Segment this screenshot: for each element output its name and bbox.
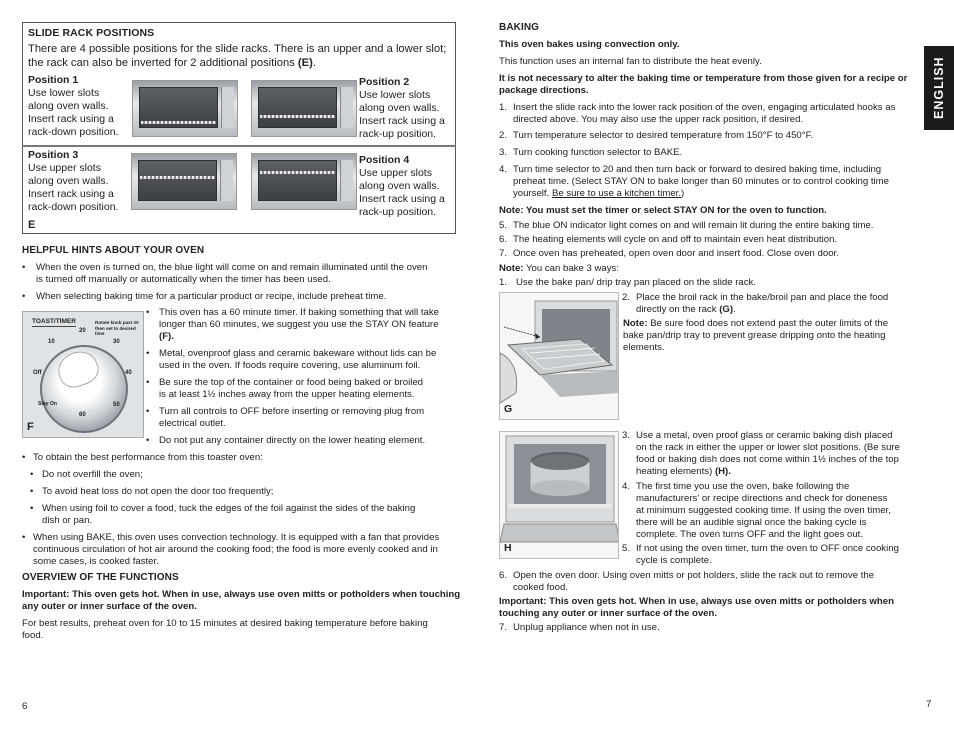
dial-mark-40: 40 — [125, 370, 132, 376]
hint-side-3: • Be sure the top of the container or food being baked or broiled is at least 1½ inches away from the upper heating elements. — [146, 377, 424, 400]
baking-step-4b: 4. The first time you use the oven, bake following the manufacturers' or recipe directions and check for doneness at minimum suggested cooking time. If using the oven timer, there will be an audible signal once the baking cycle is complete. The oven turns OFF and the light goes out. — [622, 481, 891, 540]
hint-side-1: • This oven has a 60 minute timer. If baking something that will take longer than 60 minutes, we suggest you use the STAY ON feature (F). — [146, 307, 439, 342]
dial-mark-60: 60 — [79, 412, 86, 418]
baking-convection: This oven bakes using convection only. — [499, 39, 680, 50]
figure-g-photo — [499, 292, 619, 420]
slide-rack-intro: There are 4 possible positions for the slide racks. There is an upper and a lower slot; the rack can also be inverted for 2 additional positions (E). — [28, 43, 447, 69]
baking-way-1: 1. Use the bake pan/ drip tray pan placed on the slide rack. — [499, 277, 756, 288]
dial-mark-30: 30 — [113, 339, 120, 345]
overview-preheat: For best results, preheat oven for 10 to 15 minutes at desired baking temperature before baking food. — [22, 618, 428, 641]
baking-step-7b: 7. Unplug appliance when not in use. — [499, 622, 660, 633]
baking-step-4: 4. Turn time selector to 20 and then turn back or forward to desired baking time, including preheat time. (Select STAY ON to bake longer than 60 minutes or to control cooking time yourself. Be sure to use a kitchen timer.) — [499, 164, 889, 199]
baking-way-2-note: Note: Be sure food does not extend past the outer limits of the bake pan/drip tray to prevent grease dripping onto the heating elements. — [623, 318, 889, 353]
dial-mark-20: 20 — [79, 328, 86, 334]
figure-f-label: F — [27, 421, 34, 433]
baking-important: Important: This oven gets hot. When in use, always use oven mitts or potholders when touching any outer or inner surface of the oven. — [499, 596, 894, 619]
hints-heading: HELPFUL HINTS ABOUT YOUR OVEN — [22, 245, 205, 256]
baking-step-6b: 6. Open the oven door. Using oven mitts or pot holders, slide the rack out to remove the cooked food. — [499, 570, 875, 593]
baking-fan: This function uses an internal fan to distribute the heat evenly. — [499, 56, 762, 67]
hint-bullet-3: • To obtain the best performance from this toaster oven: — [22, 452, 263, 463]
hint-side-5: • Do not put any container directly on the lower heating element. — [146, 435, 426, 446]
rack-box-divider — [22, 145, 456, 147]
figure-e-label: E — [28, 219, 36, 231]
hint-bullet-4: • When using BAKE, this oven uses convection technology. It is equipped with a fan that provides continuous circulation of hot air around the cooking food; the food is more evenly cooked and in some cases, is cooked faster. — [22, 532, 440, 567]
baking-step-3: 3. Turn cooking function selector to BAKE. — [499, 147, 683, 158]
position-1-text: Position 1 Use lower slots along oven walls. Insert rack using a rack-down position. — [28, 74, 119, 138]
baking-not-necessary: It is not necessary to alter the baking time or temperature from those given for a recipe or package directions. — [499, 73, 908, 96]
overview-heading: OVERVIEW OF THE FUNCTIONS — [22, 572, 179, 583]
position-2-text: Position 2 Use lower slots along oven walls. Insert rack using a rack-up position. — [359, 76, 445, 140]
baking-ways-note: Note: You can bake 3 ways: — [499, 263, 619, 274]
hint-sub-1: • Do not overfill the oven; — [30, 469, 143, 480]
position-3-text: Position 3 Use upper slots along oven walls. Insert rack using a rack-down position. — [28, 149, 119, 213]
baking-step-5: 5. The blue ON indicator light comes on and will remain lit during the entire baking time. — [499, 220, 874, 231]
baking-step-1: 1. Insert the slide rack into the lower rack position of the oven, engaging articulated hooks as directed above. You may also use the upper rack position, if desired. — [499, 102, 896, 125]
baking-way-3: 3. Use a metal, oven proof glass or ceramic baking dish placed on the rack in either the upper or lower slot positions. (Be sure food or baking dish does not come within 1½ inches of the top heating elements) (H). — [622, 430, 900, 477]
overview-important: Important: This oven gets hot. When in use, always use oven mitts or potholders when touching any outer or inner surface of the oven. — [22, 589, 461, 612]
baking-step-6: 6. The heating elements will cycle on and off to maintain even heat distribution. — [499, 234, 838, 245]
dial-mark-stay-on: Stay On — [38, 401, 57, 407]
baking-step-7: 7. Once oven has preheated, open oven door and insert food. Close oven door. — [499, 248, 839, 259]
page-number-right: 7 — [926, 699, 932, 710]
baking-timer-note: Note: You must set the timer or select STAY ON for the oven to function. — [499, 205, 827, 216]
baking-step-2: 2. Turn temperature selector to desired temperature from 150°F to 450°F. — [499, 130, 814, 141]
figure-h-label: H — [504, 542, 512, 554]
dial-title: TOAST/TIMER — [32, 318, 76, 325]
hint-bullet-2: • When selecting baking time for a particular product or recipe, include preheat time. — [22, 291, 387, 302]
dial-title-rule — [32, 326, 76, 327]
hint-bullet-1: • When the oven is turned on, the blue light will come on and remain illuminated until the oven is turned off manually or automatically when the timer has been used. — [22, 262, 428, 285]
baking-heading: BAKING — [499, 22, 540, 33]
hint-sub-2: • To avoid heat loss do not open the door too frequently; — [30, 486, 274, 497]
dial-mark-50: 50 — [113, 402, 120, 408]
dial-note: Rotate knob past 20 then set to desired time — [95, 320, 139, 336]
position-3-image — [131, 153, 237, 210]
language-tab-label: ENGLISH — [932, 56, 946, 120]
figure-g-label: G — [504, 403, 513, 415]
dial-mark-off: Off — [33, 370, 42, 376]
baking-way-2: 2. Place the broil rack in the bake/broil pan and place the food directly on the rack (G). — [622, 292, 889, 315]
position-1-image — [132, 80, 238, 137]
baking-step-5b: 5. If not using the oven timer, turn the oven to OFF once cooking cycle is complete. — [622, 543, 899, 566]
hint-sub-3: • When using foil to cover a food, tuck the edges of the foil against the sides of the baking dish or pan. — [30, 503, 416, 526]
figure-h-photo — [499, 431, 619, 559]
dial-mark-10: 10 — [48, 339, 55, 345]
page-number-left: 6 — [22, 701, 28, 712]
hint-side-4: • Turn all controls to OFF before inserting or removing plug from electrical outlet. — [146, 406, 425, 429]
slide-rack-heading: SLIDE RACK POSITIONS — [28, 27, 155, 39]
position-4-image — [251, 153, 357, 210]
position-2-image — [251, 80, 357, 137]
position-4-text: Position 4 Use upper slots along oven walls. Insert rack using a rack-up position. — [359, 154, 445, 218]
hint-side-2: • Metal, ovenproof glass and ceramic bakeware without lids can be used in the oven. If foods require covering, use aluminum foil. — [146, 348, 437, 371]
